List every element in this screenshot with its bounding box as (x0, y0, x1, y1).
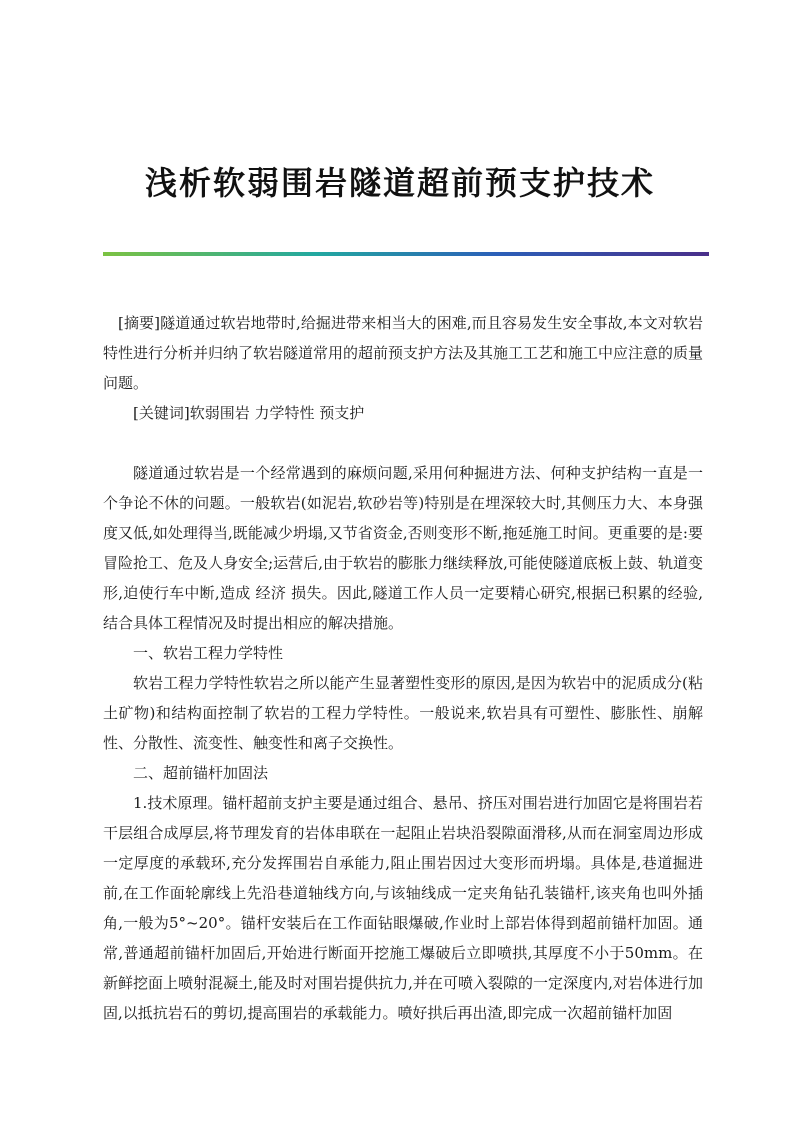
document-body (103, 308, 703, 1028)
abstract-paragraph: [摘要]隧道通过软岩地带时,给掘进带来相当大的困难,而且容易发生安全事故,本文对软岩特性进行分析并归纳了软岩隧道常用的超前预支护方法及其施工工艺和施工中应注意的质量问题。 (103, 314, 704, 392)
intro-paragraph: 隧道通过软岩是一个经常遇到的麻烦问题,采用何种掘进方法、何种支护结构一直是一个争论不休的问题。一般软岩(如泥岩,软砂岩等)特别是在埋深较大时,其侧压力大、本身强度又低,如处理得当,既能减少坍塌,又节省资金,否则变形不断,拖延施工时间。更重要的是:要冒险抢工、危及人身安全;运营后,由于软岩的膨胀力继续释放,可能使隧道底板上鼓、轨道变形,迫使行车中断,造成 经济 损失。因此,隧道工作人员一定要精心研究,根据已积累的经验,结合具体工程情况及时提出相应的解决措施。 (103, 464, 703, 632)
section2-heading: 二、超前锚杆加固法 (133, 764, 269, 782)
section2-paragraph: 1.技术原理。锚杆超前支护主要是通过组合、悬吊、挤压对围岩进行加固它是将围岩若干层组合成厚层,将节理发育的岩体串联在一起阻止岩块沿裂隙面滑移,从而在洞室周边形成一定厚度的承载环,充分发挥围岩自承能力,阻止围岩因过大变形而坍塌。具体是,巷道掘进前,在工作面轮廓线上先沿巷道轴线方向,与该轴线成一定夹角钻孔装锚杆,该夹角也叫外插角,一般为5°~20°。锚杆安装后在工作面钻眼爆破,作业时上部岩体得到超前锚杆加固。通常,普通超前锚杆加固后,开始进行断面开挖施工爆破后立即喷拱,其厚度不小于50mm。在新鲜挖面上喷射混凝土,能及时对围岩提供抗力,并在可喷入裂隙的一定深度内,对岩体进行加固,以抵抗岩石的剪切,提高围岩的承载能力。喷好拱后再出渣,即完成一次超前锚杆加固 (103, 794, 703, 1022)
section1-heading: 一、软岩工程力学特性 (133, 644, 284, 662)
title-divider (103, 252, 709, 256)
section1-paragraph: 软岩工程力学特性软岩之所以能产生显著塑性变形的原因,是因为软岩中的泥质成分(粘土矿物)和结构面控制了软岩的工程力学特性。一般说来,软岩具有可塑性、膨胀性、崩解性、分散性、流变性、触变性和离子交换性。 (103, 674, 703, 752)
keywords-paragraph: [关键词]软弱围岩 力学特性 预支护 (133, 404, 365, 422)
page-title: 浅析软弱围岩隧道超前预支护技术 (144, 164, 655, 202)
